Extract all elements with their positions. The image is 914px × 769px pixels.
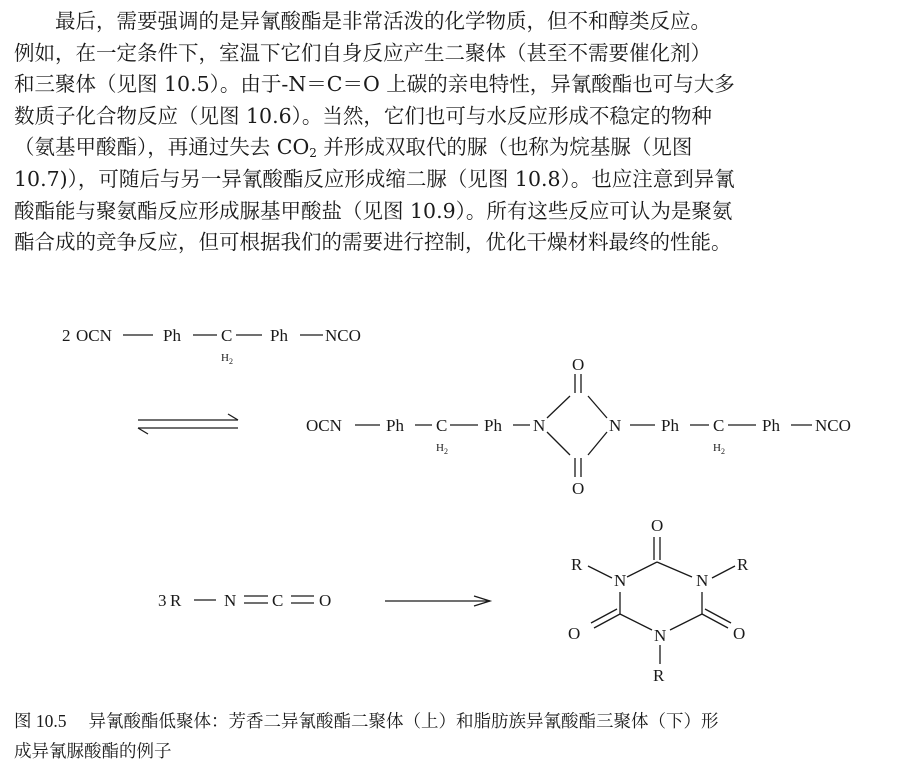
- carbonyl-bond: [591, 609, 617, 623]
- trimer-reactant-r: R: [170, 591, 182, 610]
- paragraph-line-6: 10.7)），可随后与另一异氰酸酯反应形成缩二脲（见图 10.8）。也应注意到异氰: [14, 166, 735, 191]
- dimer-reactant-c: C: [221, 326, 233, 345]
- iso-n-bottom: N: [654, 626, 667, 645]
- caption-text-1: 异氰酸酯低聚体：芳香二异氰酸酯二聚体（上）和脂肪族异氰酸酯三聚体（下）形: [88, 712, 719, 732]
- dimer-product-c-1: C: [436, 416, 448, 435]
- bond: [712, 566, 735, 578]
- carbonyl-o-bottom: O: [572, 479, 585, 498]
- body-paragraph: [14, 6, 904, 259]
- iso-n-left: N: [614, 571, 627, 590]
- paragraph-line-2: 例如，在一定条件下，室温下它们自身反应产生二聚体（甚至不需要催化剂）: [14, 40, 711, 65]
- reaction-scheme: [0, 310, 914, 690]
- caption-line-1: [14, 706, 904, 737]
- iso-r-left: R: [571, 555, 583, 574]
- bond: [588, 566, 612, 578]
- ring-bond: [588, 396, 607, 418]
- dimer-reactant: [62, 326, 361, 366]
- trimer-reactant-o: O: [319, 591, 332, 610]
- ring-bond: [620, 614, 652, 630]
- trimer-coefficient: 3: [158, 591, 167, 610]
- iso-o-left: O: [568, 624, 581, 643]
- carbonyl-bond: [702, 614, 728, 628]
- paragraph-line-4: 数质子化合物反应（见图 10.6）。当然，它们也可与水反应形成不稳定的物种: [14, 103, 712, 128]
- caption-line-2: 成异氰脲酸酯的例子: [14, 742, 172, 762]
- dimer-reactant-ph-left: Ph: [163, 326, 181, 345]
- iso-r-bottom: R: [653, 666, 665, 685]
- ring-bond: [547, 396, 570, 418]
- dimer-product-ph-4: Ph: [762, 416, 780, 435]
- equilibrium-arrow: [138, 414, 238, 434]
- dimer-product-ph-3: Ph: [661, 416, 679, 435]
- dimer-product: [306, 355, 851, 498]
- carbonyl-o-top: O: [572, 355, 585, 374]
- trimer-product: [568, 516, 749, 685]
- iso-o-top: O: [651, 516, 664, 535]
- dimer-product-ph-1: Ph: [386, 416, 404, 435]
- iso-r-right: R: [737, 555, 749, 574]
- carbonyl-bond: [705, 609, 731, 623]
- trimer-reactant: [158, 591, 331, 610]
- dimer-reactant-h2: $H_2$: [221, 352, 233, 366]
- ring-bond: [547, 432, 570, 455]
- ring-n-right: N: [609, 416, 622, 435]
- dimer-product-ocn: OCN: [306, 416, 342, 435]
- dimer-product-h2-2: $H_2$: [713, 442, 725, 456]
- co2-subscript: 2: [309, 146, 317, 161]
- paragraph-line-3: 和三聚体（见图 10.5）。由于-N＝C＝O 上碳的亲电特性，异氰酸酯也可与大多: [14, 72, 735, 97]
- paragraph-line-5-tail: 并形成双取代的脲（也称为烷基脲（见图: [316, 135, 693, 160]
- figure-number: 图 10.5: [14, 711, 67, 731]
- paragraph-line-7: 酸酯能与聚氨酯反应形成脲基甲酸盐（见图 10.9）。所有这些反应可认为是聚氨: [14, 198, 733, 223]
- dimer-coefficient: 2: [62, 326, 71, 345]
- paragraph-line-8: 酯合成的竞争反应，但可根据我们的需要进行控制，优化干燥材料最终的性能。: [14, 230, 732, 255]
- ring-bond: [627, 562, 657, 577]
- dimer-product-nco: NCO: [815, 416, 851, 435]
- dimer-product-h2-1: $H_2$: [436, 442, 448, 456]
- trimer-reactant-n: N: [224, 591, 237, 610]
- dimer-product-c-2: C: [713, 416, 725, 435]
- ring-n-left: N: [533, 416, 546, 435]
- ring-bond: [588, 432, 607, 455]
- iso-o-right: O: [733, 624, 746, 643]
- trimer-reactant-c: C: [272, 591, 284, 610]
- ring-bond: [657, 562, 692, 577]
- dimer-reactant-ocn: OCN: [76, 326, 112, 345]
- paragraph-line-5-head: （氨基甲酸酯），再通过失去 CO: [14, 135, 310, 160]
- dimer-reactant-nco: NCO: [325, 326, 361, 345]
- carbonyl-bond: [594, 614, 620, 628]
- paragraph-line-5: [14, 132, 904, 164]
- iso-n-right: N: [696, 571, 709, 590]
- forward-arrow: [385, 596, 490, 606]
- dimer-product-ph-2: Ph: [484, 416, 502, 435]
- ring-bond: [670, 614, 702, 630]
- paragraph-line-1: 最后，需要强调的是异氰酸酯是非常活泼的化学物质，但不和醇类反应。: [55, 9, 711, 33]
- figure-caption: [14, 706, 904, 767]
- dimer-reactant-ph-right: Ph: [270, 326, 288, 345]
